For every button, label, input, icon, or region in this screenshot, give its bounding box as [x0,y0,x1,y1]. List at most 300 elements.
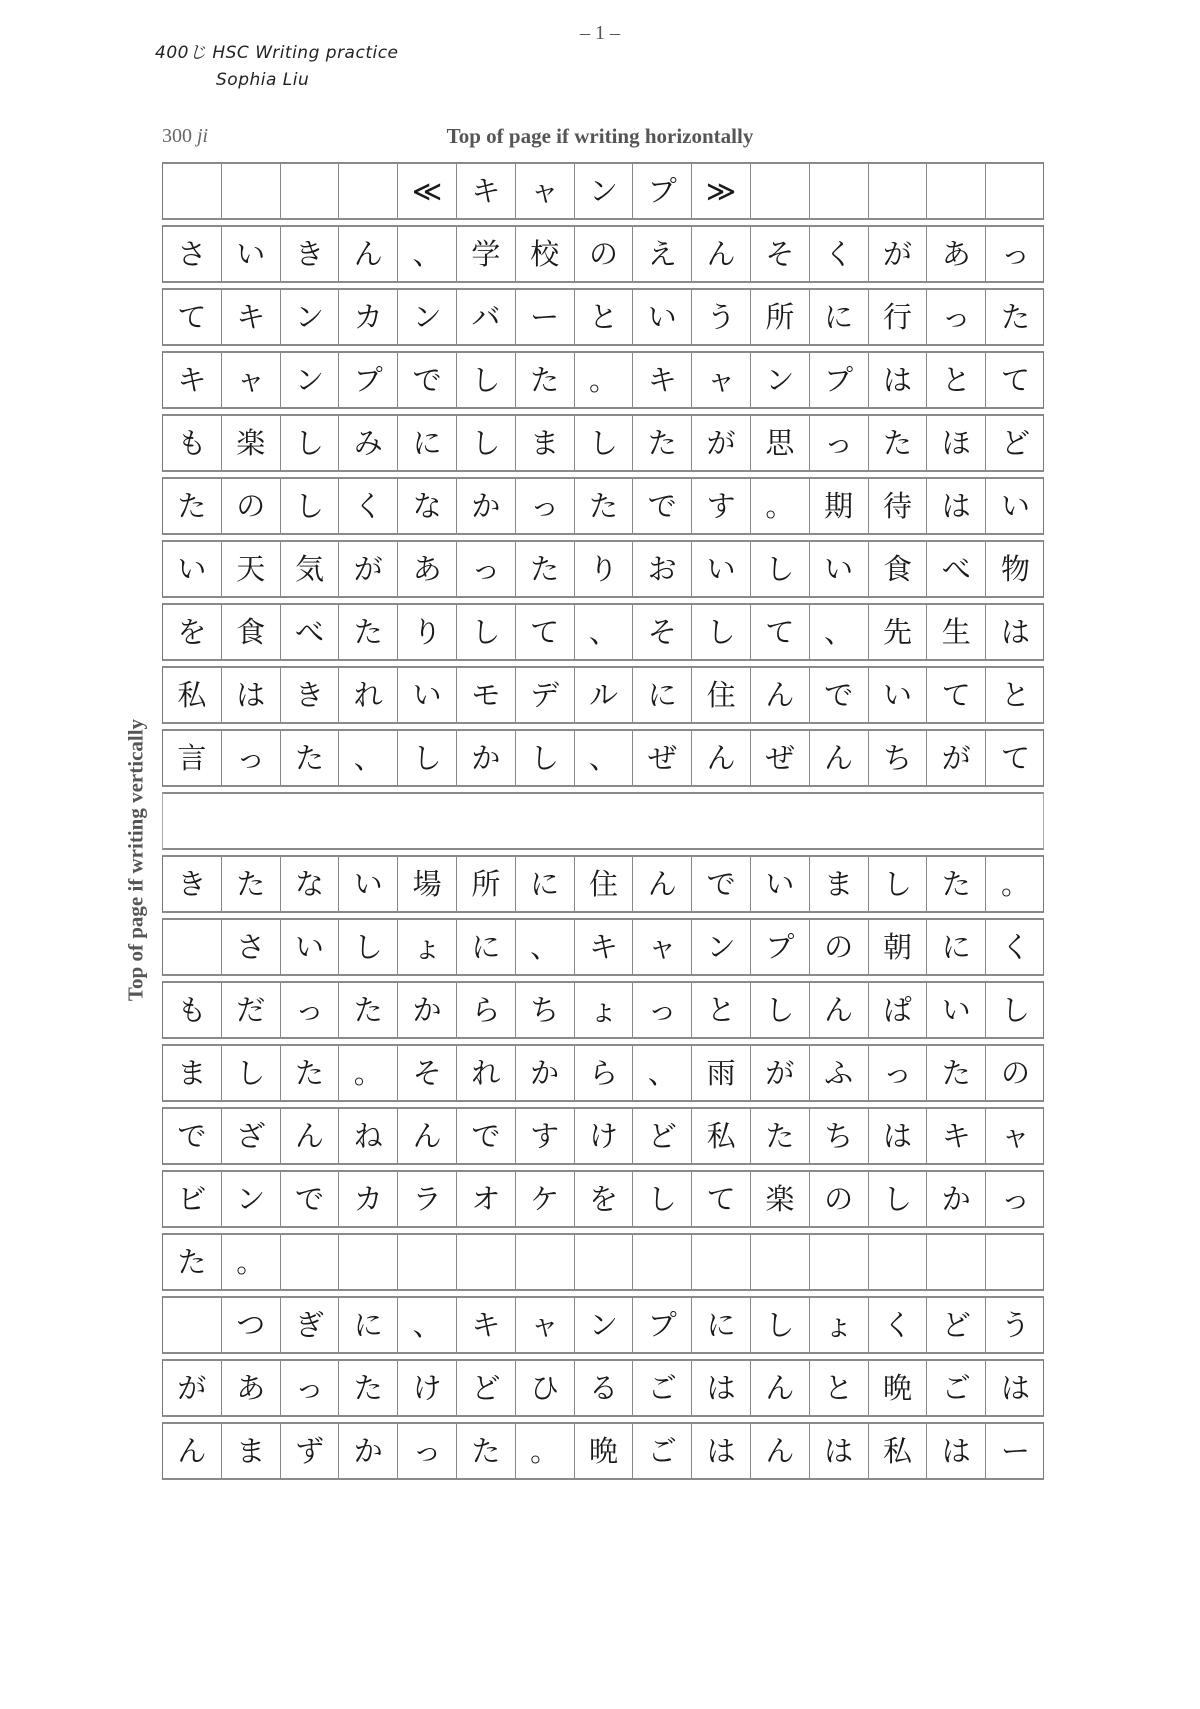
grid-cell: 待 [869,479,928,533]
grid-cell: き [163,857,222,911]
grid-cell: 晩 [575,1424,634,1478]
grid-cell: は [692,1361,751,1415]
grid-cell: か [398,983,457,1037]
grid-cell: っ [457,542,516,596]
grid-cell: ど [1001,425,1031,460]
grid-cell: け [575,1109,634,1163]
grid-cell: ま [222,1424,281,1478]
grid-cell: ょ [575,983,634,1037]
grid-cell [751,164,810,218]
grid-cell: さ [163,227,222,281]
grid-cell: の [1001,1055,1031,1090]
grid-cell: は [1001,1370,1031,1405]
grid-cell: カ [339,290,398,344]
grid-cell: ど [633,1109,692,1163]
grid-row [162,1233,1044,1291]
grid-cell: っ [633,983,692,1037]
grid-cell: っ [869,1046,928,1100]
grid-cell: し [398,731,457,785]
grid-cell: 。 [1001,866,1031,901]
grid-cell: と [692,983,751,1037]
grid-cell: キ [457,164,516,218]
grid-cell: は [810,1424,869,1478]
grid-row [162,540,1044,598]
grid-cell [751,1235,810,1289]
grid-cell: れ [339,668,398,722]
grid-row [162,1107,1044,1165]
genkouyoushi-grid [162,162,1044,1480]
grid-cell: ぱ [869,983,928,1037]
grid-cell: キ [575,920,634,974]
grid-cell: し [339,920,398,974]
handwritten-note-title: 400じ HSC Writing practice [155,43,399,63]
top-horizontal-label: Top of page if writing horizontally [446,124,754,148]
grid-cell: 私 [163,668,222,722]
grid-cell: 。 [516,1424,575,1478]
grid-cell: に [457,920,516,974]
grid-cell: た [633,416,692,470]
grid-cell: 楽 [751,1172,810,1226]
grid-cell: ら [457,983,516,1037]
grid-cell: た [281,731,340,785]
character-count-value: 300 [162,125,192,147]
grid-cell: で [163,1109,222,1163]
top-vertical-label: Top of page if writing vertically [123,718,148,1002]
grid-cell: ャ [516,1298,575,1352]
grid-row [162,1044,1044,1102]
grid-cell: と [927,353,986,407]
grid-cell: ん [751,1424,810,1478]
grid-cell: 思 [751,416,810,470]
grid-cell: で [633,479,692,533]
grid-cell: な [281,857,340,911]
grid-cell [163,794,222,848]
grid-cell: 住 [575,857,634,911]
grid-cell: し [516,731,575,785]
grid-cell: ≫ [692,164,751,218]
grid-cell [810,164,869,218]
blank-row [162,792,1044,850]
grid-row [162,1170,1044,1228]
grid-cell: ャ [692,353,751,407]
grid-cell: っ [1001,1181,1031,1216]
grid-cell: 。 [222,1235,281,1289]
grid-cell: い [633,290,692,344]
grid-cell: く [810,227,869,281]
grid-cell: し [222,1046,281,1100]
grid-cell [986,1235,1045,1289]
grid-cell: に [516,857,575,911]
grid-cell: た [927,1046,986,1100]
grid-cell: 、 [575,605,634,659]
grid-cell: 物 [1001,551,1031,586]
grid-cell: と [1001,677,1031,712]
grid-cell: っ [516,479,575,533]
grid-cell [457,794,516,848]
grid-cell: 雨 [692,1046,751,1100]
grid-cell: た [281,1046,340,1100]
grid-cell [398,794,457,848]
grid-cell: が [869,227,928,281]
grid-cell: べ [927,542,986,596]
grid-cell [927,1235,986,1289]
grid-cell: し [1001,992,1031,1027]
grid-cell: デ [516,668,575,722]
grid-cell: ど [457,1361,516,1415]
grid-cell: る [575,1361,634,1415]
grid-cell: い [1001,488,1031,523]
grid-cell [692,1235,751,1289]
grid-cell [810,794,869,848]
grid-cell: 、 [398,227,457,281]
grid-cell: ま [810,857,869,911]
grid-cell: 、 [516,920,575,974]
grid-cell: て [1001,362,1031,397]
grid-cell: 、 [339,731,398,785]
grid-cell [633,1235,692,1289]
grid-cell: し [869,1172,928,1226]
grid-cell [575,794,634,848]
grid-cell: は [869,1109,928,1163]
grid-cell: っ [1001,236,1031,271]
grid-cell: し [281,479,340,533]
grid-cell: 住 [692,668,751,722]
grid-cell: ち [810,1109,869,1163]
grid-cell: ん [751,668,810,722]
grid-cell: か [457,731,516,785]
grid-cell: ー [516,290,575,344]
grid-cell: に [692,1298,751,1352]
grid-cell: ル [575,668,634,722]
grid-cell: ん [633,857,692,911]
grid-cell: し [751,542,810,596]
grid-cell: し [751,1298,810,1352]
grid-cell: べ [281,605,340,659]
grid-cell: ち [869,731,928,785]
grid-cell: 、 [575,731,634,785]
grid-cell: い [398,668,457,722]
grid-cell: ン [751,353,810,407]
grid-cell: 学 [457,227,516,281]
grid-cell [281,1235,340,1289]
page-number: – 1 – [580,22,620,44]
grid-cell: 晩 [869,1361,928,1415]
grid-cell [339,164,398,218]
grid-cell: く [339,479,398,533]
grid-cell: て [1001,740,1031,775]
grid-cell: そ [633,605,692,659]
grid-cell: を [163,605,222,659]
grid-cell: に [339,1298,398,1352]
grid-cell: の [222,479,281,533]
grid-cell: 朝 [869,920,928,974]
grid-cell [633,794,692,848]
grid-cell: は [222,668,281,722]
grid-cell: あ [222,1361,281,1415]
grid-cell: た [339,1361,398,1415]
grid-row [162,414,1044,472]
grid-cell [222,794,281,848]
grid-cell: ぎ [281,1298,340,1352]
grid-cell: ょ [810,1298,869,1352]
grid-cell: え [633,227,692,281]
grid-cell: ん [339,227,398,281]
grid-cell: プ [633,1298,692,1352]
grid-cell [339,794,398,848]
grid-cell: し [281,416,340,470]
grid-cell [927,794,986,848]
grid-cell: に [810,290,869,344]
grid-cell: 生 [927,605,986,659]
grid-cell: ね [339,1109,398,1163]
grid-cell: り [575,542,634,596]
grid-cell: し [457,416,516,470]
grid-cell [575,1235,634,1289]
grid-cell: 先 [869,605,928,659]
grid-cell: 私 [869,1424,928,1478]
grid-cell: 気 [281,542,340,596]
grid-cell: て [692,1172,751,1226]
grid-cell: が [163,1361,222,1415]
grid-cell: し [869,857,928,911]
grid-cell: は [927,479,986,533]
grid-cell: っ [281,983,340,1037]
grid-cell: モ [457,668,516,722]
grid-cell: で [281,1172,340,1226]
grid-cell: も [163,983,222,1037]
grid-cell: で [810,668,869,722]
grid-cell: た [163,479,222,533]
grid-cell: ャ [633,920,692,974]
grid-cell [163,920,222,974]
grid-cell: キ [633,353,692,407]
grid-cell: は [692,1424,751,1478]
grid-row [162,288,1044,346]
grid-cell: バ [457,290,516,344]
grid-cell [927,164,986,218]
grid-cell: が [692,416,751,470]
grid-cell: プ [633,164,692,218]
grid-cell: た [516,353,575,407]
grid-cell: で [692,857,751,911]
grid-cell: ン [222,1172,281,1226]
grid-cell: ひ [516,1361,575,1415]
grid-row [162,1296,1044,1354]
grid-cell: ん [163,1424,222,1478]
grid-cell: そ [398,1046,457,1100]
grid-cell: た [751,1109,810,1163]
grid-cell [281,794,340,848]
grid-cell: ら [575,1046,634,1100]
grid-cell: カ [339,1172,398,1226]
grid-cell: だ [222,983,281,1037]
grid-cell: た [575,479,634,533]
grid-cell: ケ [516,1172,575,1226]
grid-row [162,666,1044,724]
grid-cell: ャ [516,164,575,218]
grid-cell: っ [398,1424,457,1478]
grid-cell: 。 [751,479,810,533]
grid-cell: い [281,920,340,974]
grid-cell: 食 [222,605,281,659]
grid-cell: な [398,479,457,533]
grid-cell: り [398,605,457,659]
grid-cell: っ [927,290,986,344]
grid-cell [869,794,928,848]
grid-cell: う [692,290,751,344]
grid-cell: キ [163,353,222,407]
grid-cell: ぜ [751,731,810,785]
grid-cell: か [516,1046,575,1100]
grid-row [162,918,1044,976]
grid-cell: ン [692,920,751,974]
grid-row [162,603,1044,661]
grid-cell: の [575,227,634,281]
grid-cell: 校 [516,227,575,281]
grid-cell: ん [810,731,869,785]
grid-cell: つ [222,1298,281,1352]
grid-cell: ほ [927,416,986,470]
grid-cell: ご [927,1361,986,1415]
grid-cell: で [398,353,457,407]
grid-cell: あ [927,227,986,281]
grid-cell: ン [575,164,634,218]
grid-cell: キ [457,1298,516,1352]
grid-cell: み [339,416,398,470]
grid-cell: い [163,542,222,596]
grid-cell: か [457,479,516,533]
grid-cell: キ [927,1109,986,1163]
grid-cell: 、 [810,605,869,659]
grid-row [162,981,1044,1039]
grid-cell: の [810,1172,869,1226]
grid-cell: は [1001,614,1031,649]
grid-cell: は [869,353,928,407]
grid-cell: さ [222,920,281,974]
grid-cell: ち [516,983,575,1037]
grid-cell: 食 [869,542,928,596]
grid-cell [339,1235,398,1289]
grid-cell: キ [222,290,281,344]
grid-cell [869,164,928,218]
grid-cell: プ [339,353,398,407]
grid-cell: か [339,1424,398,1478]
grid-cell: た [163,1235,222,1289]
grid-cell: 天 [222,542,281,596]
grid-cell [986,794,1045,848]
grid-cell: す [692,479,751,533]
grid-cell: し [457,605,516,659]
grid-cell: た [339,983,398,1037]
grid-cell: く [869,1298,928,1352]
grid-cell: も [163,416,222,470]
character-count-unit: ji [197,125,209,147]
grid-cell: 楽 [222,416,281,470]
grid-cell: し [575,416,634,470]
grid-cell: ラ [398,1172,457,1226]
grid-row [162,225,1044,283]
grid-row [162,162,1044,220]
grid-cell: 言 [163,731,222,785]
grid-cell: 所 [457,857,516,911]
grid-cell: い [810,542,869,596]
grid-cell: ず [281,1424,340,1478]
grid-cell: と [810,1361,869,1415]
grid-cell: て [927,668,986,722]
grid-cell: ま [163,1046,222,1100]
grid-cell: た [927,857,986,911]
grid-cell: し [751,983,810,1037]
grid-cell: そ [751,227,810,281]
grid-cell: し [692,605,751,659]
grid-row [162,1422,1044,1480]
grid-cell: が [927,731,986,785]
grid-cell: ざ [222,1109,281,1163]
handwritten-note-name: Sophia Liu [216,70,310,90]
grid-cell: っ [281,1361,340,1415]
grid-cell [281,164,340,218]
grid-cell: れ [457,1046,516,1100]
grid-cell: た [222,857,281,911]
grid-cell: ぜ [633,731,692,785]
grid-cell [163,164,222,218]
grid-cell: い [927,983,986,1037]
grid-cell: ビ [163,1172,222,1226]
grid-cell: ん [692,227,751,281]
grid-cell: 。 [339,1046,398,1100]
grid-cell: い [751,857,810,911]
grid-cell: た [339,605,398,659]
grid-cell: ん [692,731,751,785]
grid-cell: て [751,605,810,659]
grid-cell: ど [927,1298,986,1352]
grid-cell: 所 [751,290,810,344]
grid-cell: 場 [398,857,457,911]
grid-row [162,477,1044,535]
grid-cell: い [339,857,398,911]
grid-cell [986,164,1045,218]
grid-cell: と [575,290,634,344]
grid-cell: に [633,668,692,722]
grid-cell: 期 [810,479,869,533]
grid-cell: 。 [575,353,634,407]
grid-cell: ん [810,983,869,1037]
grid-cell: し [633,1172,692,1226]
grid-cell: ン [575,1298,634,1352]
grid-cell: い [869,668,928,722]
grid-cell: し [457,353,516,407]
grid-cell: あ [398,542,457,596]
grid-cell [810,1235,869,1289]
grid-cell: き [281,227,340,281]
grid-cell: ≪ [398,164,457,218]
grid-cell [398,1235,457,1289]
grid-cell: ま [516,416,575,470]
grid-cell: 私 [692,1109,751,1163]
grid-cell: ふ [810,1046,869,1100]
grid-cell: い [222,227,281,281]
grid-cell: ん [281,1109,340,1163]
grid-cell: ご [633,1424,692,1478]
grid-cell: ん [751,1361,810,1415]
grid-cell: が [751,1046,810,1100]
grid-cell: 、 [633,1046,692,1100]
grid-cell: の [810,920,869,974]
grid-cell [516,794,575,848]
grid-cell: で [457,1109,516,1163]
grid-cell [222,164,281,218]
grid-cell: け [398,1361,457,1415]
